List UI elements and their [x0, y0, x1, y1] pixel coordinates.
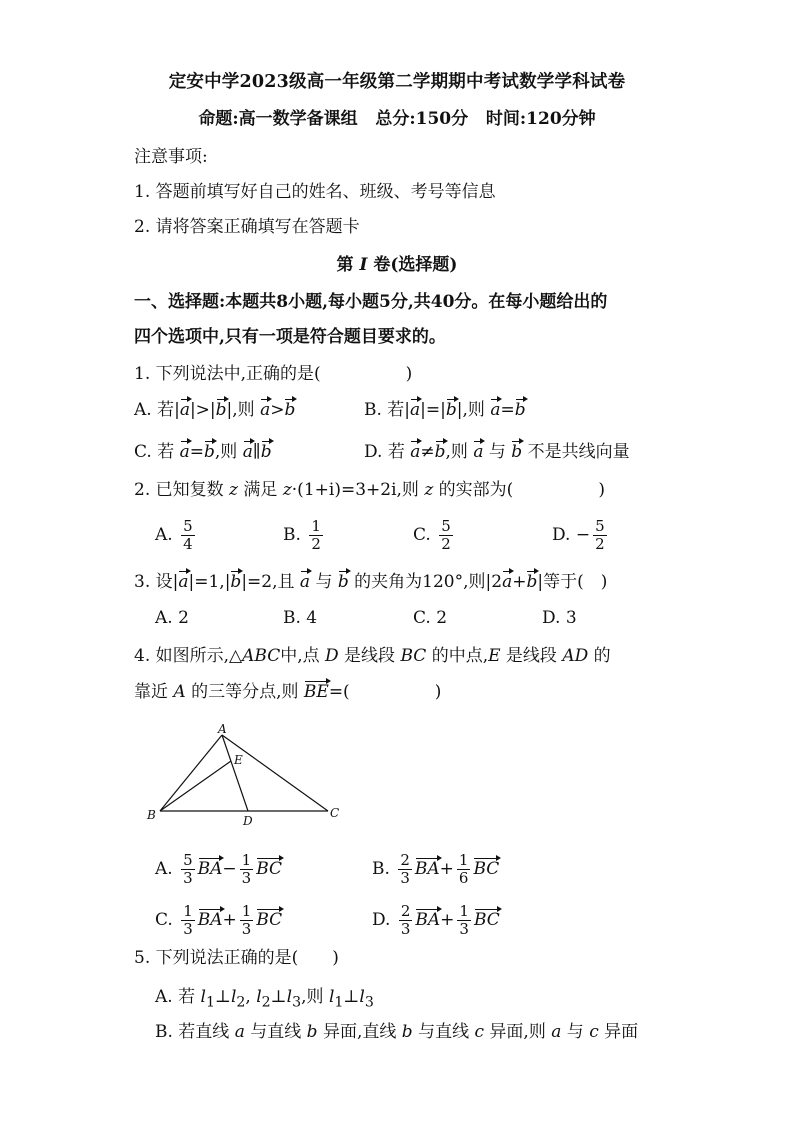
question-stem: 5. 下列说法正确的是( ): [134, 948, 339, 968]
question-stem: 3. 设|a|=1,|b|=2,且 a 与 b 的夹角为120°,则|2a+b|等于( ): [134, 572, 608, 592]
q4-option-b: B. $\frac{2}{3}$ BA+ $\frac{1}{6}$ BC: [372, 851, 500, 887]
question-stem: 靠近 A 的三等分点,则 BE=( ): [134, 682, 442, 702]
exam-title: 定安中学2023级高一年级第二学期期中考试数学学科试卷: [168, 72, 626, 92]
exam-subtitle: 命题:高一数学备课组 总分:150分 时间:120分钟: [198, 109, 596, 129]
q2-option-d: D. − $\frac{5}{2}$: [552, 517, 605, 553]
question-stem: 1. 下列说法中,正确的是( ): [134, 364, 413, 384]
label-b: B: [147, 808, 156, 822]
segment-ac: [222, 735, 328, 811]
notice-heading: 注意事项:: [134, 147, 208, 167]
triangle-figure: [140, 720, 350, 830]
q3-option-b: B. 4: [283, 608, 318, 628]
q1-option-d: D. 若 a≠b,则 a 与 b 不是共线向量: [364, 442, 630, 462]
q4-option-d: D. $\frac{2}{3}$ BA+ $\frac{1}{3}$ BC: [372, 902, 500, 938]
q1-option-a: A. 若|a|>|b|,则 a>b: [134, 400, 296, 420]
label-c: C: [330, 806, 340, 820]
q5-option-b: B. 若直线 a 与直线 b 异面,直线 b 与直线 c 异面,则 a 与 c 异面: [155, 1022, 639, 1042]
q4-option-a: A. $\frac{5}{3}$ BA− $\frac{1}{3}$ BC: [155, 851, 283, 887]
section-intro: 四个选项中,只有一项是符合题目要求的。: [134, 327, 446, 347]
q5-option-a: A. 若 $l_1\perp l_2$, $l_2\perp l_3$,则 $l_1\perp l_3$: [155, 987, 374, 1011]
q3-option-a: A. 2: [155, 608, 189, 628]
q1-option-b: B. 若|a|=|b|,则 a=b: [364, 400, 526, 420]
question-stem: 4. 如图所示,△ABC中,点 D 是线段 BC 的中点,E 是线段 AD 的: [134, 646, 611, 666]
q4-option-c: C. $\frac{1}{3}$ BA+ $\frac{1}{3}$ BC: [155, 902, 283, 938]
notice-item: 1. 答题前填写好自己的姓名、班级、考号等信息: [134, 182, 496, 202]
q2-option-b: B. $\frac{1}{2}$: [283, 517, 321, 553]
q2-option-c: C. $\frac{5}{2}$: [413, 517, 451, 553]
section-intro: 一、选择题:本题共8小题,每小题5分,共40分。在每小题给出的: [134, 292, 608, 312]
q2-option-a: A. $\frac{5}{4}$: [155, 517, 193, 553]
label-a: A: [218, 722, 227, 736]
label-e: E: [234, 753, 243, 767]
q3-option-d: D. 3: [542, 608, 577, 628]
segment-ab: [160, 735, 222, 811]
notice-item: 2. 请将答案正确填写在答题卡: [134, 217, 360, 237]
section-title: 第 I 卷(选择题): [336, 255, 458, 275]
q3-option-c: C. 2: [413, 608, 448, 628]
question-stem: 2. 已知复数 z 满足 z·(1+i)=3+2i,则 z 的实部为( ): [134, 480, 605, 500]
label-d: D: [243, 814, 253, 828]
q1-option-c: C. 若 a=b,则 a∥b: [134, 442, 272, 462]
segment-be: [160, 761, 231, 811]
segment-ad: [222, 735, 248, 811]
